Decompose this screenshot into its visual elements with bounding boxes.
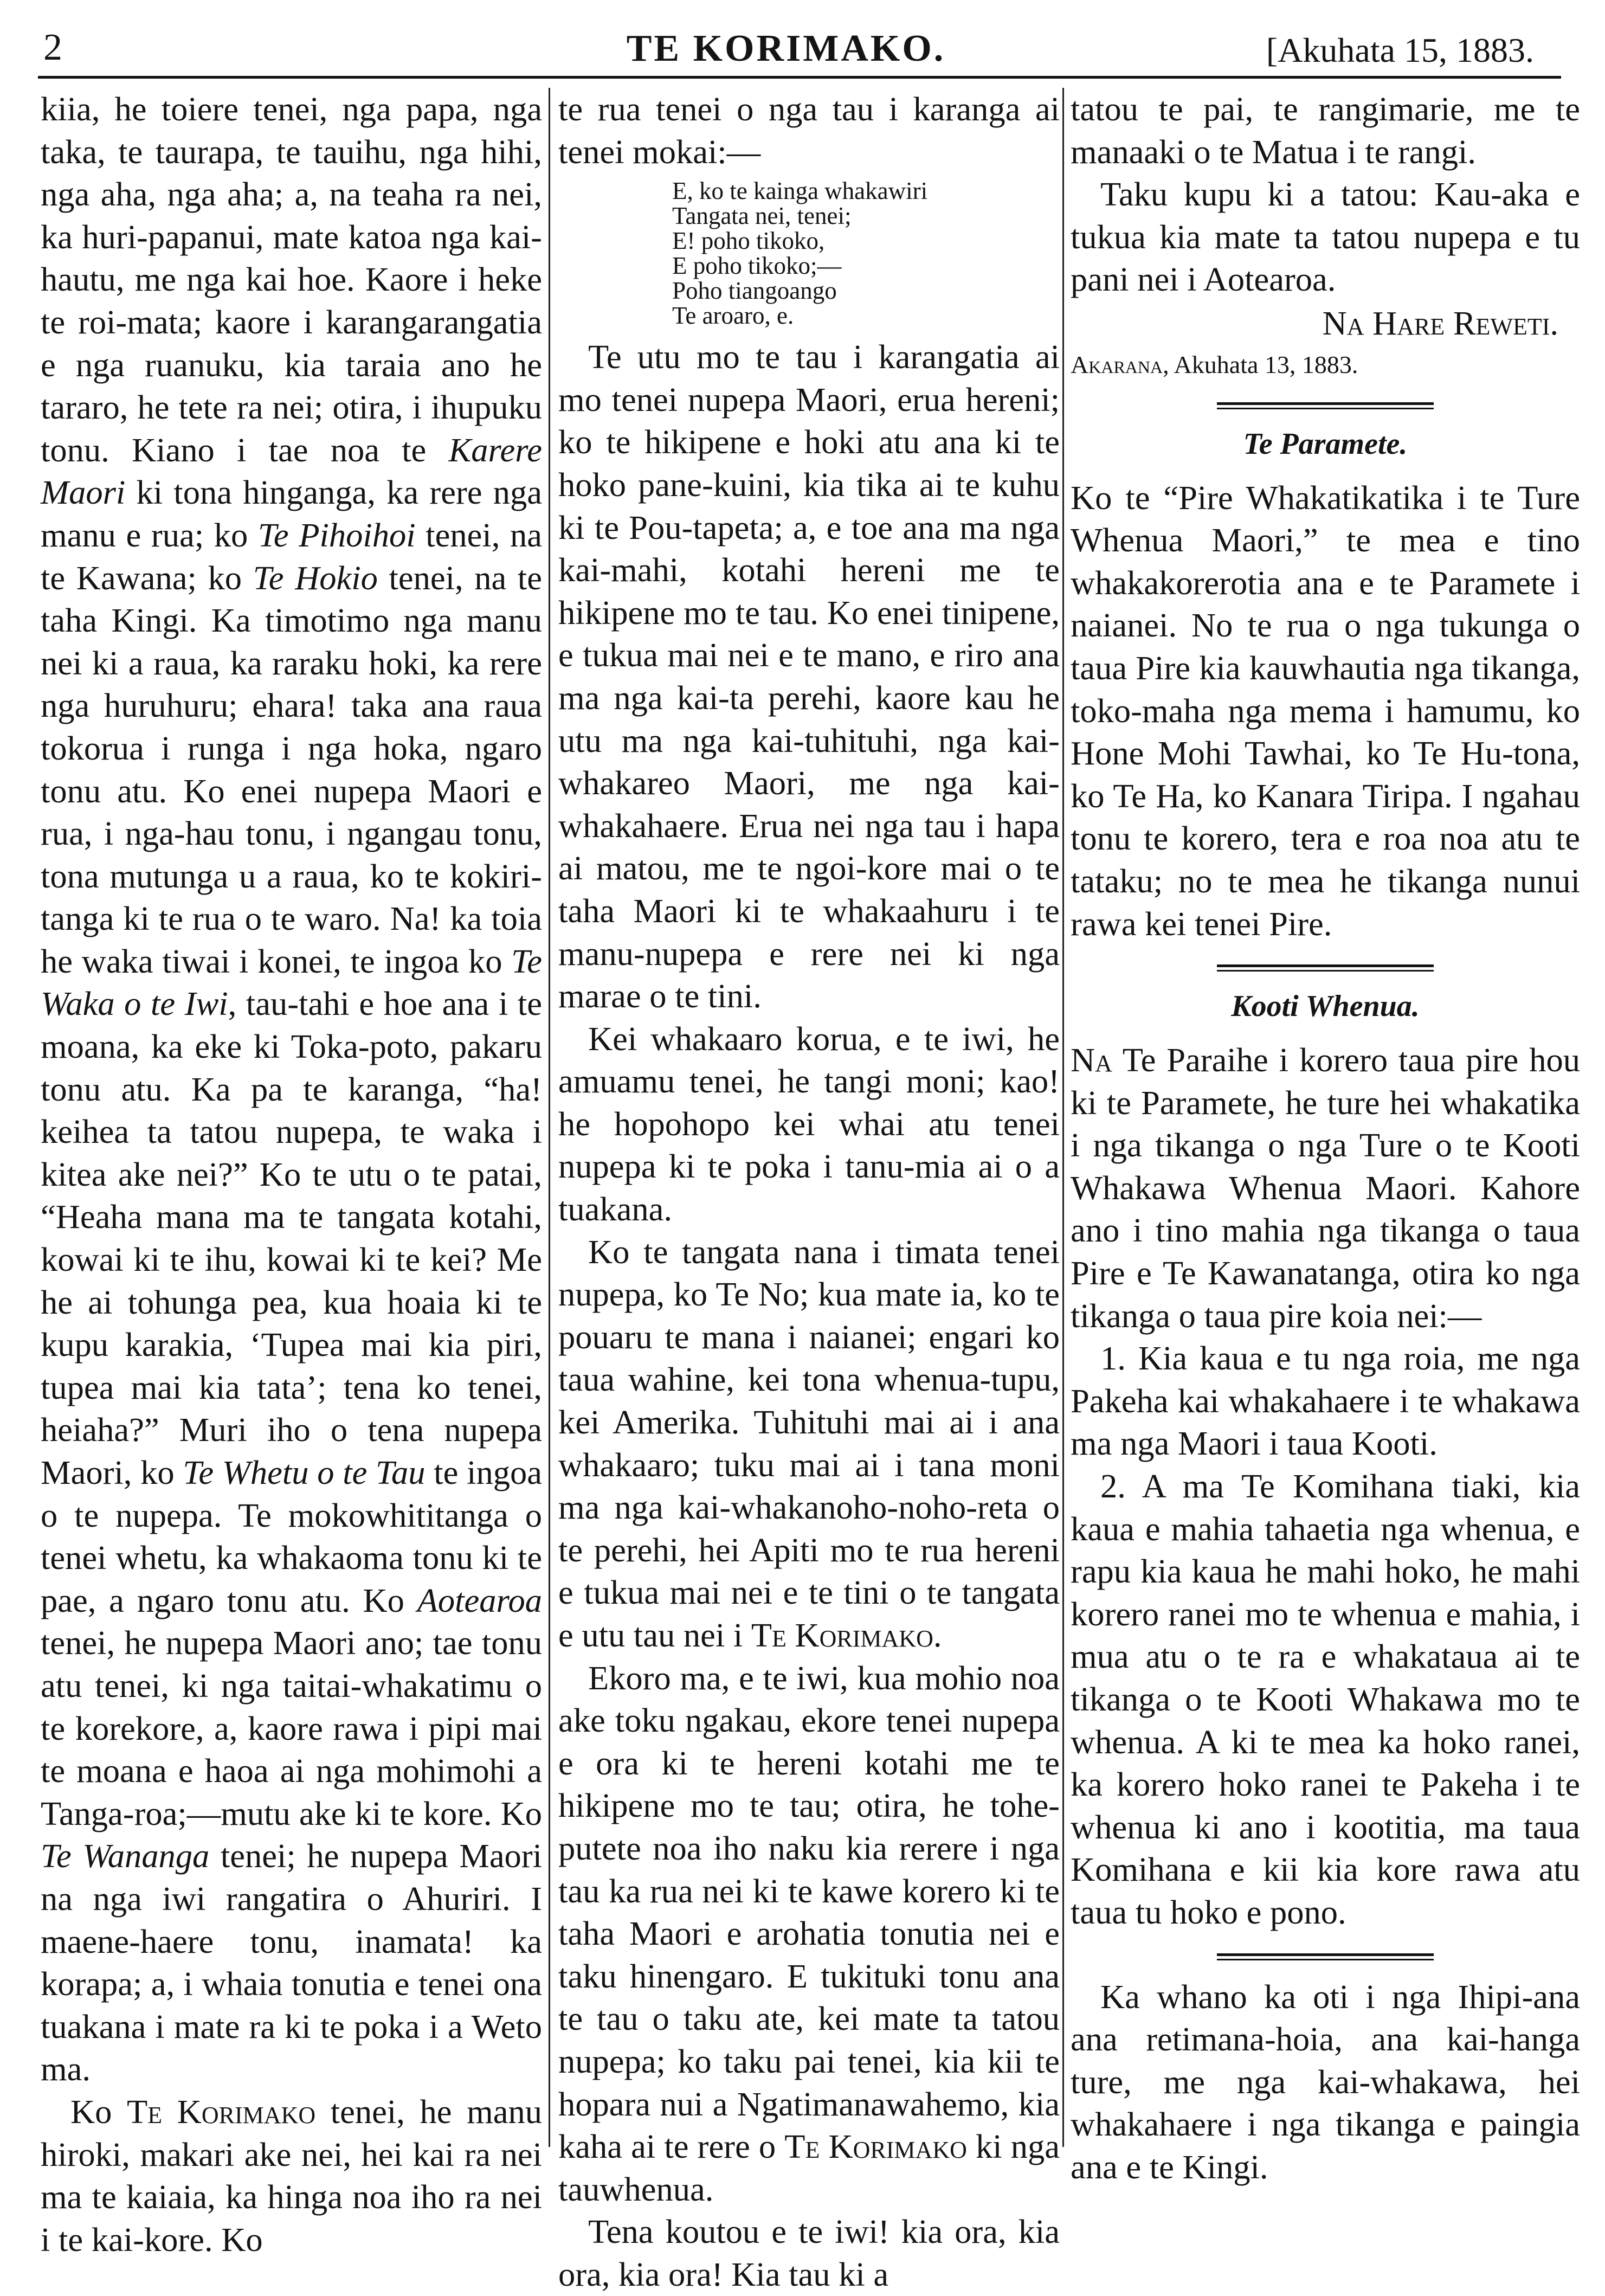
poem-line: Poho tiangoango [672, 277, 837, 305]
article-paragraph: Na Te Paraihe i korero taua pire hou ki te Paramete, he ture hei whakatika i nga tikanga o nga Ture o te Kooti Whakawa Whenua Maori. Kahore ano i tino mahia nga tikanga o taua Pire e Te Kawanatanga, otira ko nga tikanga o taua pire koia nei:— [1071, 1041, 1580, 1335]
newspaper-name: Te Korimako [784, 2127, 967, 2166]
section-title: Kooti Whenua. [1231, 989, 1420, 1024]
poem-line: Tangata nei, tenei; [672, 202, 852, 230]
column-divider [549, 88, 550, 2147]
poem [672, 178, 1060, 328]
section-title: Te Paramete. [1243, 427, 1408, 461]
list-item: 1. Kia kaua e tu nga roia, me nga Pakeha kai whakahaere i te whakawa ma nga Maori i taua Kooti. [1071, 1339, 1580, 1463]
article-paragraph: Kei whakaaro korua, e te iwi, he amuamu tenei, he tangi moni; kao! he hopohopo kei whai atu tenei nupepa ki te poka i tanu-mia ai o a tuakana. [558, 1019, 1060, 1229]
newspaper-name: Te Waka o te Iwi [41, 942, 542, 1023]
article-paragraph: Ko Te Korimako tenei, he manu hiroki, makari ake nei, hei kai ra nei ma te kaiaia, ka hinga noa iho ra nei i te kai-kore. Ko [41, 2092, 543, 2259]
newspaper-name: Karere Maori [41, 430, 542, 512]
article-paragraph: Ko te “Pire Whakatikatika i te Ture Whenua Maori,” te mea e tino whakakorerotia ana e te Paramete i naianei. No te rua o nga tukunga o taua Pire kia kauwhautia nga tikanga, toko-maha nga mema i hamumu, ko Hone Mohi Tawhai, ko Te Hu-tona, ko Te Ha, ko Kanara Tiripa. I ngahau tonu te korero, tera e roa noa atu te tataku; no te mea he tikanga nunui rawa kei tenei Pire. [1071, 478, 1580, 943]
dateline: Akarana, Akuhata 13, 1883. [1071, 350, 1358, 378]
article-paragraph: Taku kupu ki a tatou: Kau-aka e tukua kia mate ta tatou nupepa e tu pani nei i Aotearoa. [1071, 175, 1580, 299]
newspaper-name: Te Pihoihoi [257, 516, 416, 554]
newspaper-name: Te Whetu o te Tau [183, 1454, 426, 1491]
paper-title: TE KORIMAKO. [626, 28, 946, 69]
article-paragraph: Ko te tangata nana i timata tenei nupepa, ko Te No; kua mate ia, ko te pouaru te mana i naianei; engari ko taua wahine, kei tona whenua-tupu, kei Amerika. Tuhituhi mai ai i ana whakaaro; tuku mai ai i tana moni ma nga kai-whakanoho-noho-reta o te perehi, hei Apiti mo te rua hereni e tukua mai nei e te tini o te tangata e utu tau nei i Te Korimako. [558, 1232, 1060, 1654]
poem-line: E, ko te kainga whakawiri [672, 177, 928, 205]
article-paragraph: te rua tenei o nga tau i karanga ai tenei mokai:— [558, 90, 1060, 171]
column-divider [1062, 88, 1064, 2147]
newspaper-name: Te Hokio [253, 558, 378, 597]
poem-line: E poho tikoko;— [672, 252, 842, 280]
newspaper-name: Te Korimako [751, 1616, 933, 1654]
article-paragraph: Ekoro ma, e te iwi, kua mohio noa ake toku ngakau, ekore tenei nupepa e ora ki te hereni kotahi me te hikipene mo te tau; otira, he tohe-putete noa iho naku kia rerere i nga tau ka rua nei ki te kawe korero ki te taha Maori e arohatia tonutia nei e taku hinengaro. E tukituki tonu ana te tau o taku ate, kei mate ta tatou nupepa; ko taku pai tenei, kia kii te hopara nui a Ngatimanawahemo, kia kaha ai te rere o Te Korimako ki nga tauwhenua. [558, 1658, 1060, 2208]
article-paragraph: tatou te pai, te rangimarie, me te manaaki o te Matua i te rangi. [1071, 90, 1580, 171]
issue-date: [Akuhata 15, 1883. [1266, 31, 1534, 69]
newspaper-name: Te Wananga [41, 1837, 210, 1875]
section-divider [1217, 1953, 1434, 1960]
newspaper-name: Te Korimako [127, 2092, 316, 2131]
article-paragraph: Te utu mo te tau i karangatia ai mo tenei nupepa Maori, erua hereni; ko te hikipene e hoki atu ana ki te hoko pane-kuini, kia tika ai te kuhu ki te Pou-tapeta; a, e toe ana ma nga kai-mahi, kotahi hereni me te hikipene mo te tau. Ko enei tinipene, e tukua mai nei e te mano, e riro ana ma nga kai-ta perehi, kaore kau he utu ma nga kai-tuhituhi, nga kai-whakareo Maori, me nga kai-whakahaere. Erua nei nga tau i hapa ai matou, me te ngoi-kore mai o te taha Maori ki te whakaahuru i te manu-nupepa e rere nei ki nga marae o te tini. [558, 338, 1060, 1015]
poem-line: E! poho tikoko, [672, 227, 825, 255]
column-1 [41, 88, 543, 2259]
poem-line: Te aroaro, e. [672, 302, 794, 330]
list-item: 2. A ma Te Komihana tiaki, kia kaua e mahia tahaetia nga whenua, e rapu kia kaua he mahi hoko, he mahi korero ranei mo te whenua e mahia, i mua atu o te ra e whakataua ai te tikanga o te Kooti Whakawa mo te whenua. A ki te mea ka hoko ranei, ka korero hoko ranei te Pakeha i te whenua ki ano i kootitia, ma taua Komihana e kii kia kore rawa atu taua tu hoko e pono. [1071, 1467, 1580, 1931]
header-rule [38, 76, 1561, 79]
article-paragraph: Ka whano ka oti i nga Ihipi-ana ana retimana-hoia, ana kai-hanga ture, me nga kai-whakawa, hei whakahaere i nga tikanga e paingia ana e te Kingi. [1071, 1977, 1580, 2186]
section-divider [1217, 964, 1434, 972]
article-paragraph: Tena koutou e te iwi! kia ora, kia ora, kia ora! Kia tau ki a [558, 2213, 1060, 2293]
section-divider [1217, 402, 1434, 409]
column-2 [558, 88, 1060, 2293]
masthead [38, 15, 1534, 80]
signature: Na Hare Reweti. [1322, 304, 1558, 342]
column-3 [1071, 88, 1580, 2186]
newspaper-name: Aotearoa [417, 1581, 542, 1619]
page-number: 2 [43, 27, 62, 68]
article-paragraph: kiia, he toiere tenei, nga papa, nga taka, te taurapa, te tauihu, nga hihi, nga aha, nga aha; a, na teaha ra nei, ka huri-papanui, mate katoa nga kai-hautu, me nga kai hoe. Kaore i heke te roi-mata; kaore i karangarangatia e nga ruanuku, kia taraia ano he tararo, he tete ra nei; otira, i ihupuku tonu. Kiano i tae noa te Karere Maori ki tona hinganga, ka rere nga manu e rua; ko Te Pihoihoi tenei, na te Kawana; ko Te Hokio tenei, na te taha Kingi. Ka timotimo nga manu nei ki a raua, ka raraku hoki, ka rere nga huruhuru; ehara! taka ana raua tokorua i runga i nga hoka, ngaro tonu atu. Ko enei nupepa Maori e rua, i nga-hau tonu, i ngangau tonu, tona mutunga u a raua, ko te kokiri-tanga ki te rua o te waro. Na! ka toia he waka tiwai i konei, te ingoa ko Te Waka o te Iwi, tau-tahi e hoe ana i te moana, ka eke ki Toka-poto, pakaru tonu atu. Ka pa te karanga, “ha! keihea ta tatou nupepa, te waka i kitea ake nei?” Ko te utu o te patai, “Heaha mana ma te tangata kotahi, kowai ki te ihu, kowai ki te kei? Me he ai tohunga pea, kua hoaia ki te kupu karakia, ‘Tupea mai kia piri, tupea mai kia tata’; tena ko tenei, heiaha?” Muri iho o tena nupepa Maori, ko Te Whetu o te Tau te ingoa o te nupepa. Te mokowhititanga o tenei whetu, ka whakaoma tonu ki te pae, a ngaro tonu atu. Ko Aotearoa tenei, he nupepa Maori ano; tae tonu atu tenei, ki nga taitai-whakatimu o te korekore, a, kaore rawa i pipi mai te moana e haoa ai nga mohimohi a Tanga-roa;—mutu ake ki te kore. Ko Te Wananga tenei; he nupepa Maori na nga iwi rangatira o Ahuriri. I maene-haere tonu, inamata! ka korapa; a, i whaia tonutia e tenei ona tuakana i mate ra ki te poka i a Weto ma. [41, 90, 543, 2088]
